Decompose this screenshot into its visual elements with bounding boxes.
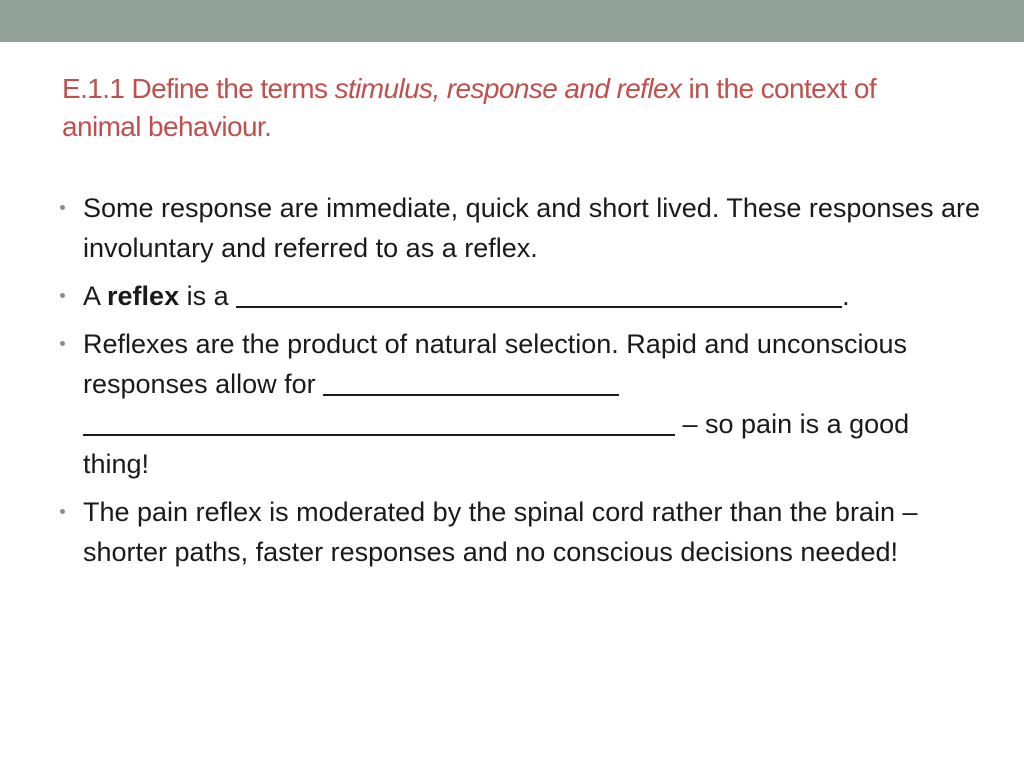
slide-title — [62, 70, 962, 146]
fill-in-blank — [323, 367, 619, 396]
bullet-item-2 — [60, 276, 980, 316]
bullet-dot-icon — [60, 509, 65, 514]
bullet-list — [60, 188, 980, 580]
top-band — [0, 0, 1024, 42]
bullet-dot-icon — [60, 205, 65, 210]
title-suffix: in the context of animal behaviour. — [62, 73, 877, 142]
bullet-middle: is a — [179, 281, 237, 311]
reflex-term: reflex — [107, 281, 180, 311]
bullet-prefix: A — [83, 281, 108, 311]
reflex-definition-line — [83, 281, 850, 311]
fill-in-blank — [83, 407, 675, 436]
bullet-dot-icon — [60, 293, 65, 298]
bullet-item-1 — [60, 188, 980, 268]
bullet-text: The pain reflex is moderated by the spinal cord rather than the brain – shorter paths, faster responses and no conscious decisions needed! — [83, 497, 918, 567]
title-italic-terms: stimulus, response and reflex — [334, 73, 682, 104]
bullet-text: Some response are immediate, quick and short lived. These responses are involuntary and referred to as a reflex. — [83, 193, 980, 263]
bullet-item-3 — [60, 324, 980, 484]
bullet-item-4 — [60, 492, 980, 572]
fill-in-blank — [236, 279, 842, 308]
bullet-after-blank: – so pain is a good thing! — [83, 409, 910, 479]
bullet-dot-icon — [60, 341, 65, 346]
title-prefix: E.1.1 Define the terms — [62, 73, 335, 104]
bullet-line: Reflexes are the product of natural selection. Rapid and unconscious responses allow for — [83, 329, 908, 399]
bullet-suffix: . — [842, 281, 850, 311]
